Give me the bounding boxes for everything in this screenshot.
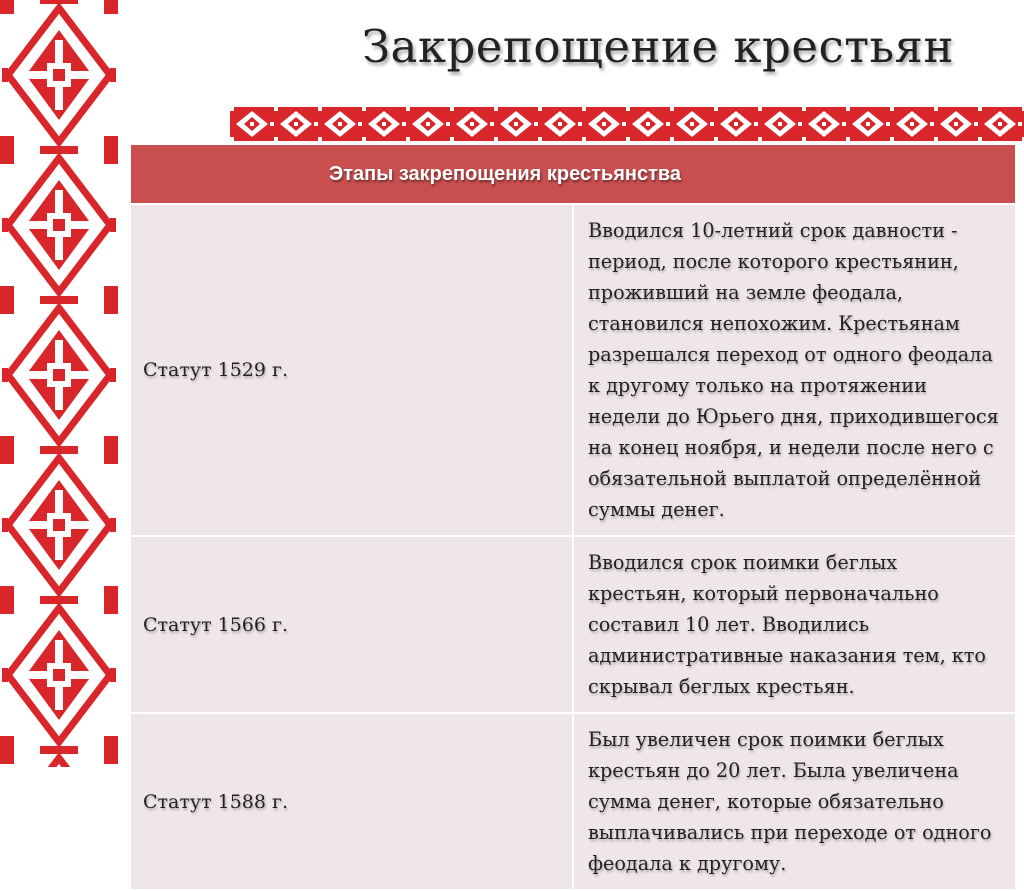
description-text: Вводился срок поимки беглых крестьян, который первоначально составил 10 лет. Вводились административные наказания тем, кто скрывал беглых крестьян. (588, 551, 986, 698)
stages-table (131, 145, 1015, 891)
description-cell (573, 204, 1015, 536)
description-cell (573, 536, 1015, 713)
top-ornament-band (230, 107, 1024, 141)
table-row (131, 536, 1015, 713)
description-text: Вводился 10-летний срок давности - период, после которого крестьянин, проживший на земле феодала, становился непохожим. Крестьянам разрешался переход от одного феодала к другому только на протяжении недели до Юрьего дня, приходившегося на конец ноября, и недели после него с обязательной выплатой определённой суммы денег. (588, 219, 999, 521)
statute-cell: Статут 1566 г. (131, 536, 573, 713)
slide-title: Закрепощение крестьян (362, 20, 954, 73)
table-row (131, 204, 1015, 536)
table-header-row (131, 145, 1015, 204)
table-row (131, 713, 1015, 890)
description-cell (573, 713, 1015, 890)
statute-cell: Статут 1588 г. (131, 713, 573, 890)
statute-cell: Статут 1529 г. (131, 204, 573, 536)
description-text: Был увеличен срок поимки беглых крестьян до 20 лет. Была увеличена сумма денег, которые обязательно выплачивались при переходе от одного феодала к другому. (588, 728, 992, 875)
left-ornament-border (0, 0, 118, 767)
table-header: Этапы закрепощения крестьянства (131, 145, 1015, 204)
